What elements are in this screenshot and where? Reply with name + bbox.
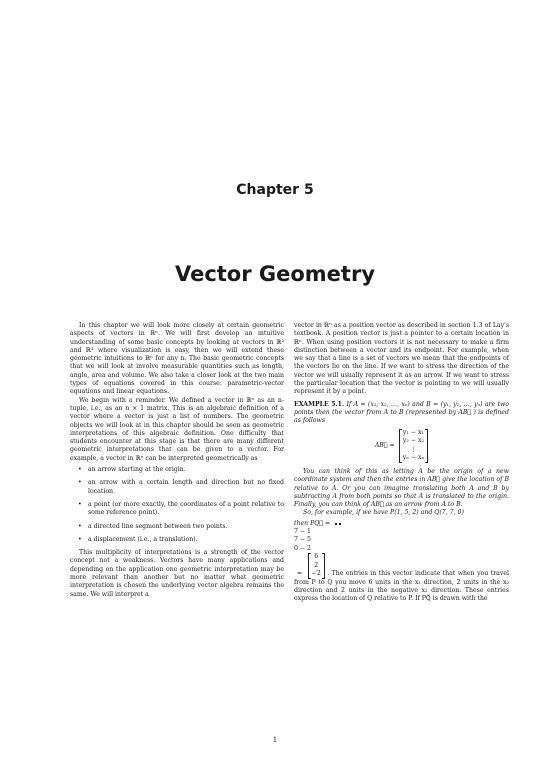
matrix-entry: y₁ − x₁: [402, 428, 424, 436]
pq-explanation: . The entries in this vector indicate that when you travel from P to Q you move 6 units in the x₁ direction, 2 units in the x₂ direction and 2 units in the negative x₃ direction. These entries express the location of Q relative to P. If PQ⃗ is drawn with the: [294, 570, 509, 603]
list-item: • a directed line segment between two points.: [70, 523, 284, 531]
right-column: vector in ℝⁿ as a position vector as described in section 1.3 of Lay's textbook. A position vector is just a pointer to a certain location in ℝⁿ. When using position vectors it is not necessary to make a firm distinction between a vector and its endpoint. For example, when we say that a line is a set of vectors we mean that the endpoints of the vectors lie on the line. If we want to stress the direction of the vector we will usually represent it as an arrow. If we want to stress the particular location that the vector is pointing to we will usually represent it by a point. EXAMPLE 5.1. If A = (x₁, x₂, …, xₙ) and B = (y₁, y₂, …, yₙ) are two points then the vector from A to B (represented by AB⃗ ) is defined as follows AB⃗ = y₁ − x₁ y₂ − x₂ ⋮ yₙ − xₙ You can think of this as letting A be the origin of a new coordinate system and then the entries in AB⃗ give the location of B relative to A. Or you can imagine translating both A and B by subtracting A from both points so that A is translated to the origin. Finally, you can think of AB⃗ as an arrow from A to B. So, for example, if we have P(1, 5, 2) and Q(7, 7, 0) then PQ⃗ = 7 − 1 7 − 5 0 − 2 = 6 2 −2 . The entries in this vector indicate that when you travel from P to Q you move 6 units in the x₁ direction, 2 units in the x₂ direction and 2 units in the negative x₃ direction. These entries express the location of Q relative to P. If PQ⃗ is drawn with the: [294, 322, 510, 603]
matrix-entry: yₙ − xₙ: [402, 454, 425, 462]
matrix-entry: 6: [314, 552, 319, 560]
matrix-entry: 2: [314, 561, 319, 569]
example-text: If A = (x₁, x₂, …, xₙ) and B = (y₁, y₂, …, yₙ) are two points then the vector from A to B (represented by AB⃗ ) is defined as follows: [294, 400, 510, 425]
page-number: 1: [272, 736, 278, 744]
vector-lhs: AB⃗ =: [374, 441, 395, 449]
example-label: EXAMPLE 5.1.: [294, 400, 345, 408]
matrix-entry: 7 − 5: [294, 536, 311, 544]
list-item: • a displacement (i.e., a translation).: [70, 536, 284, 544]
vector-definition: [294, 429, 509, 463]
example-start: So, for example, if we have P(1, 5, 2) and Q(7, 7, 0): [303, 509, 464, 517]
matrix-entry: y₂ − x₂: [402, 437, 424, 445]
list-item: • a point (or more exactly, the coordinates of a point relative to some reference point).: [70, 501, 284, 518]
multiplicity-paragraph: This multiplicity of interpretations is a strength of the vector concept not a weakness. Vectors have many applications and depending on the application one geometric interpretation may be more relevant than another but no matter what geometric interpretation is chosen the underlying vector algebra remains the same. We will interpret a: [70, 549, 284, 598]
example-paragraph: [294, 401, 509, 426]
vector-matrix: [399, 429, 428, 463]
pq-paragraph: [294, 520, 509, 528]
intro-paragraph: In this chapter we will look more closely at certain geometric aspects of vectors in ℝⁿ. We will first develop an intuitive understanding of some basic concepts by looking at vectors in ℝ² and ℝ³ where visualization is easy, then we will extend these geometric intuitions to ℝⁿ for any n. The basic geometric concepts that we will look at involve measurable quantities such as length, angle, area and volume. We also take a closer look at the two main types of equations covered in this course: parametric-vector equations and linear equations.: [70, 322, 284, 396]
matrix-entry: −2: [311, 570, 321, 578]
matrix-entry: 7 − 1: [294, 528, 311, 536]
matrix-entry: ⋮: [410, 445, 417, 453]
chapter-title: Vector Geometry: [174, 262, 376, 286]
chapter-label: Chapter 5: [236, 182, 314, 198]
list-item: • an arrow starting at the origin.: [70, 466, 284, 474]
pq-result-matrix: [308, 553, 325, 579]
position-vector-paragraph: vector in ℝⁿ as a position vector as described in section 1.3 of Lay's textbook. A position vector is just a pointer to a certain location in ℝⁿ. When using position vectors it is not necessary to make a firm distinction between a vector and its endpoint. For example, when we say that a line is a set of vectors we mean that the endpoints of the vectors lie on the line. If we want to stress the direction of the vector we will usually represent it as an arrow. If we want to stress the particular location that the vector is pointing to we will usually represent it by a point.: [294, 322, 509, 396]
interpretation-paragraph: You can think of this as letting A be the origin of a new coordinate system and then the entries in AB⃗ give the location of B relative to A. Or you can imagine translating both A and B by subtracting A from both points so that A is translated to the origin. Finally, you can think of AB⃗ as an arrow from A to B.: [294, 467, 509, 509]
reminder-paragraph: We begin with a reminder. We defined a vector in ℝⁿ as an n-tuple, i.e., as an n × 1 matrix. This is an algebraic definition of a vector where a vector is just a list of numbers. The geometric objects we will look at in this chapter should be seen as geometric interpretations of this algebraic definition. One difficulty that students encounter at this stage is that there are many different geometric interpretations that can be given to a vector. For example, a vector in ℝⁿ can be interpreted geometrically as: [70, 396, 284, 462]
pq-lhs: then PQ⃗ =: [294, 519, 331, 527]
left-column: [70, 322, 284, 599]
list-item: • an arrow with a certain length and direction but no fixed location.: [70, 479, 284, 496]
matrix-entry: 0 − 2: [294, 544, 311, 552]
interpretation-list: [70, 466, 284, 544]
